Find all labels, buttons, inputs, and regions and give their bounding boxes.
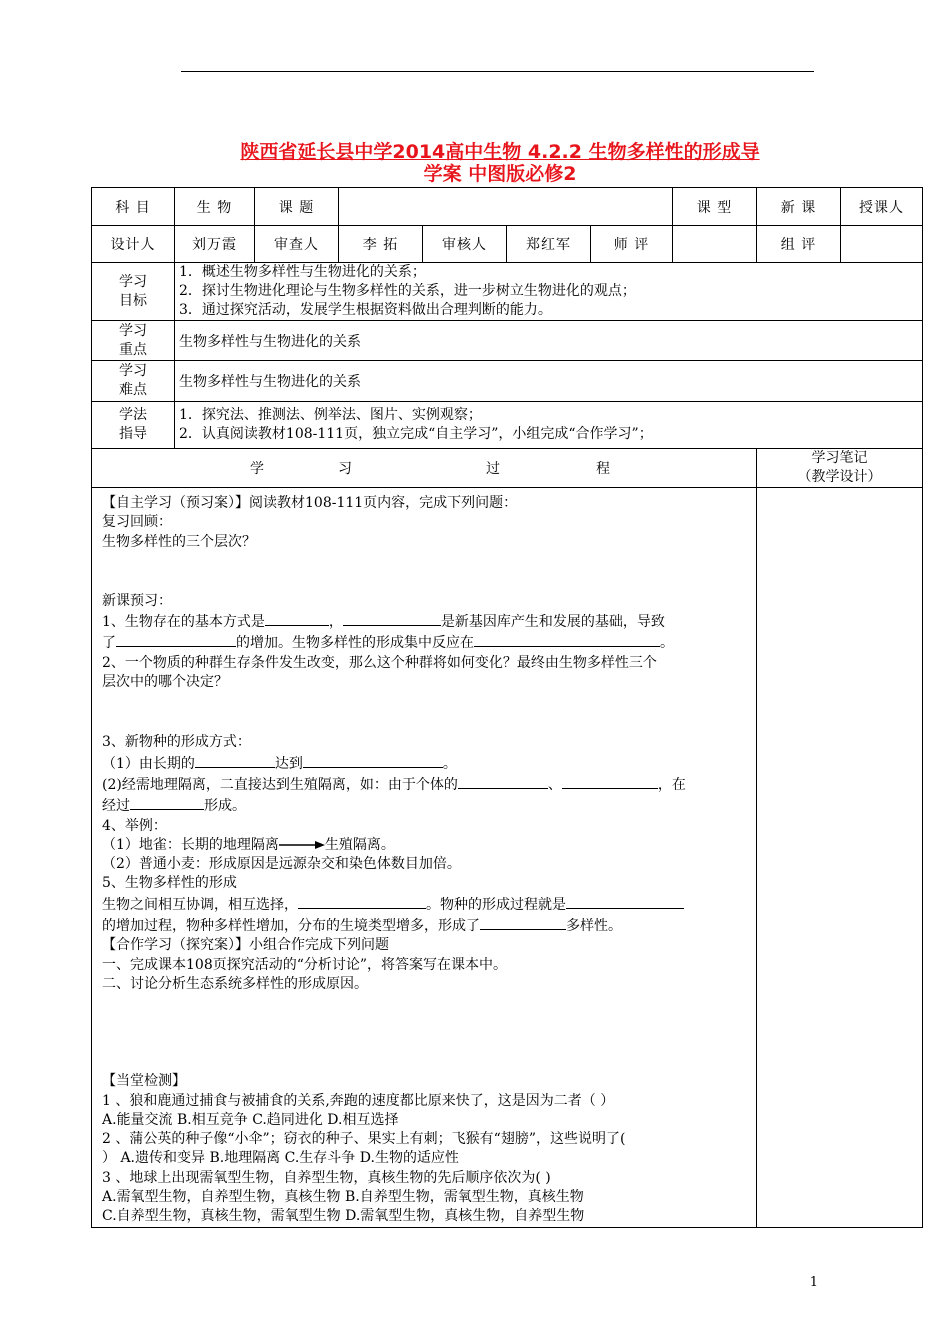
designer-label: 设计人 (92, 226, 175, 263)
methods-list (175, 402, 923, 449)
key-points-row (92, 321, 923, 361)
method-item: 1．探究法、推测法、例举法、图片、实例观察； (179, 407, 482, 423)
question-line: 3、新物种的形成方式： (102, 734, 251, 751)
reviewer-label: 审查人 (255, 226, 339, 263)
question-line: 一、完成课本108页探究活动的“分析讨论”，将答案写在课本中。 (102, 956, 508, 973)
question-line: 4、举例： (102, 817, 167, 834)
difficulties-label: 学习 难点 (92, 361, 175, 402)
answer-blank[interactable] (303, 753, 443, 768)
question-line: （1）地雀：长期的地理隔离 生殖隔离。 (102, 836, 395, 853)
info-row-1 (92, 188, 923, 226)
answer-blank[interactable] (343, 611, 441, 626)
process-content (92, 488, 757, 1228)
quiz-options: C.自养型生物，真核生物，需氧型生物 D.需氧型生物，真核生物，自养型生物 (102, 1208, 585, 1225)
notes-column (757, 488, 923, 1228)
answer-blank[interactable] (480, 915, 566, 930)
answer-blank[interactable] (116, 632, 236, 647)
question-line: （2）普通小麦：形成原因是远源杂交和染色体数目加倍。 (102, 856, 461, 873)
topic-label: 课 题 (255, 188, 339, 226)
difficulties-row (92, 361, 923, 402)
quiz-options: A.需氧型生物，自养型生物，真核生物 B.自养型生物，需氧型生物，真核生物 (102, 1189, 584, 1206)
group-eval-value (841, 226, 923, 263)
question-line: 二、讨论分析生态系统多样性的形成原因。 (102, 975, 368, 992)
process-header-row (92, 449, 923, 488)
key-points-text: 生物多样性与生物进化的关系 (175, 321, 923, 361)
question-line: 的增加过程，物种多样性增加，分布的生境类型增多，形成了 多样性。 (102, 915, 746, 936)
page-number: 1 (809, 1275, 818, 1290)
process-body-row (92, 488, 923, 1228)
notes-header: 学习笔记 （教学设计） (757, 449, 923, 488)
checker-label: 审核人 (423, 226, 507, 263)
goal-item: 2．探讨生物进化理论与生物多样性的关系，进一步树立生物进化的观点； (179, 283, 636, 299)
question-line: 了 的增加。生物多样性的形成集中反应在 。 (102, 632, 746, 653)
method-item: 2．认真阅读教材108-111页，独立完成“自主学习”，小组完成“合作学习”； (179, 426, 653, 442)
review-label: 复习回顾： (102, 514, 172, 531)
designer-value: 刘万霞 (175, 226, 255, 263)
topic-value (339, 188, 673, 226)
answer-blank[interactable] (566, 894, 684, 909)
goals-label: 学习 目标 (92, 263, 175, 321)
subject-value: 生 物 (175, 188, 255, 226)
question-line: 2、一个物质的种群生存条件发生改变，那么这个种群将如何变化？最终由生物多样性三个 (102, 654, 657, 671)
self-study-heading: 【自主学习（预习案）】阅读教材108-111页内容，完成下列问题： (102, 495, 518, 511)
answer-blank[interactable] (130, 795, 204, 810)
question-line: (2)经需地理隔离，二直接达到生殖隔离，如：由于个体的 、 ，在 (102, 774, 746, 795)
lesson-type-label: 课 型 (673, 188, 757, 226)
question-line: 层次中的哪个决定？ (102, 674, 228, 691)
quiz-heading: 【当堂检测】 (102, 1073, 186, 1090)
question-line: 经过 形成。 (102, 795, 746, 816)
quiz-options: ） A.遗传和变异 B.地理隔离 C.生存斗争 D.生物的适应性 (102, 1150, 459, 1167)
group-eval-label: 组 评 (757, 226, 841, 263)
answer-blank[interactable] (458, 774, 548, 789)
methods-label: 学法 指导 (92, 402, 175, 449)
answer-blank[interactable] (474, 632, 660, 647)
preview-label: 新课预习： (102, 592, 172, 609)
question-line: 生物之间相互协调，相互选择， 。物种的形成过程就是 (102, 894, 746, 915)
goals-list (175, 263, 923, 321)
lesson-plan-table (91, 187, 923, 1228)
question-line: （1）由长期的 达到 。 (102, 753, 746, 774)
quiz-question: 2 、蒲公英的种子像“小伞”；窃衣的种子、果实上有刺；飞猴有“翅膀”，这些说明了( (102, 1131, 626, 1148)
cooperative-heading: 【合作学习（探究案）】小组合作完成下列问题 (102, 937, 389, 954)
question-line: 1、生物存在的基本方式是 ， 是新基因库产生和发展的基础，导致 (102, 611, 746, 632)
lesson-type-value: 新 课 (757, 188, 841, 226)
goal-item: 3．通过探究活动，发展学生根据资料做出合理判断的能力。 (179, 302, 552, 318)
reviewer-value: 李 拓 (339, 226, 423, 263)
teacher-eval-label: 师 评 (591, 226, 673, 263)
question-line: 5、生物多样性的形成 (102, 875, 237, 892)
arrow-icon (279, 840, 325, 850)
question-line: 生物多样性的三个层次？ (102, 533, 256, 550)
quiz-question: 3 、地球上出现需氧型生物，自养型生物，真核生物的先后顺序依次为( ) (102, 1169, 551, 1186)
answer-blank[interactable] (265, 611, 329, 626)
methods-row (92, 402, 923, 449)
process-header: 学 习 过 程 (92, 449, 757, 488)
key-points-label: 学习 重点 (92, 321, 175, 361)
difficulties-text: 生物多样性与生物进化的关系 (175, 361, 923, 402)
teacher-eval-value (673, 226, 757, 263)
goal-item: 1．概述生物多样性与生物进化的关系； (179, 264, 426, 280)
checker-value: 郑红军 (507, 226, 591, 263)
document-title-line1: 陕西省延长县中学2014高中生物 4.2.2 生物多样性的形成导 (240, 141, 760, 163)
answer-blank[interactable] (298, 894, 426, 909)
answer-blank[interactable] (195, 753, 275, 768)
subject-label: 科 目 (92, 188, 175, 226)
answer-blank[interactable] (562, 774, 658, 789)
quiz-question: 1 、狼和鹿通过捕食与被捕食的关系,奔跑的速度都比原来快了，这是因为二者（ ） (102, 1092, 615, 1109)
lecturer-label: 授课人 (841, 188, 923, 226)
quiz-options: A.能量交流 B.相互竞争 C.趋同进化 D.相互选择 (102, 1111, 399, 1128)
goals-row (92, 263, 923, 321)
info-row-2 (92, 226, 923, 263)
document-title-line2: 学案 中图版必修2 (423, 163, 577, 185)
header-rule (181, 71, 814, 72)
